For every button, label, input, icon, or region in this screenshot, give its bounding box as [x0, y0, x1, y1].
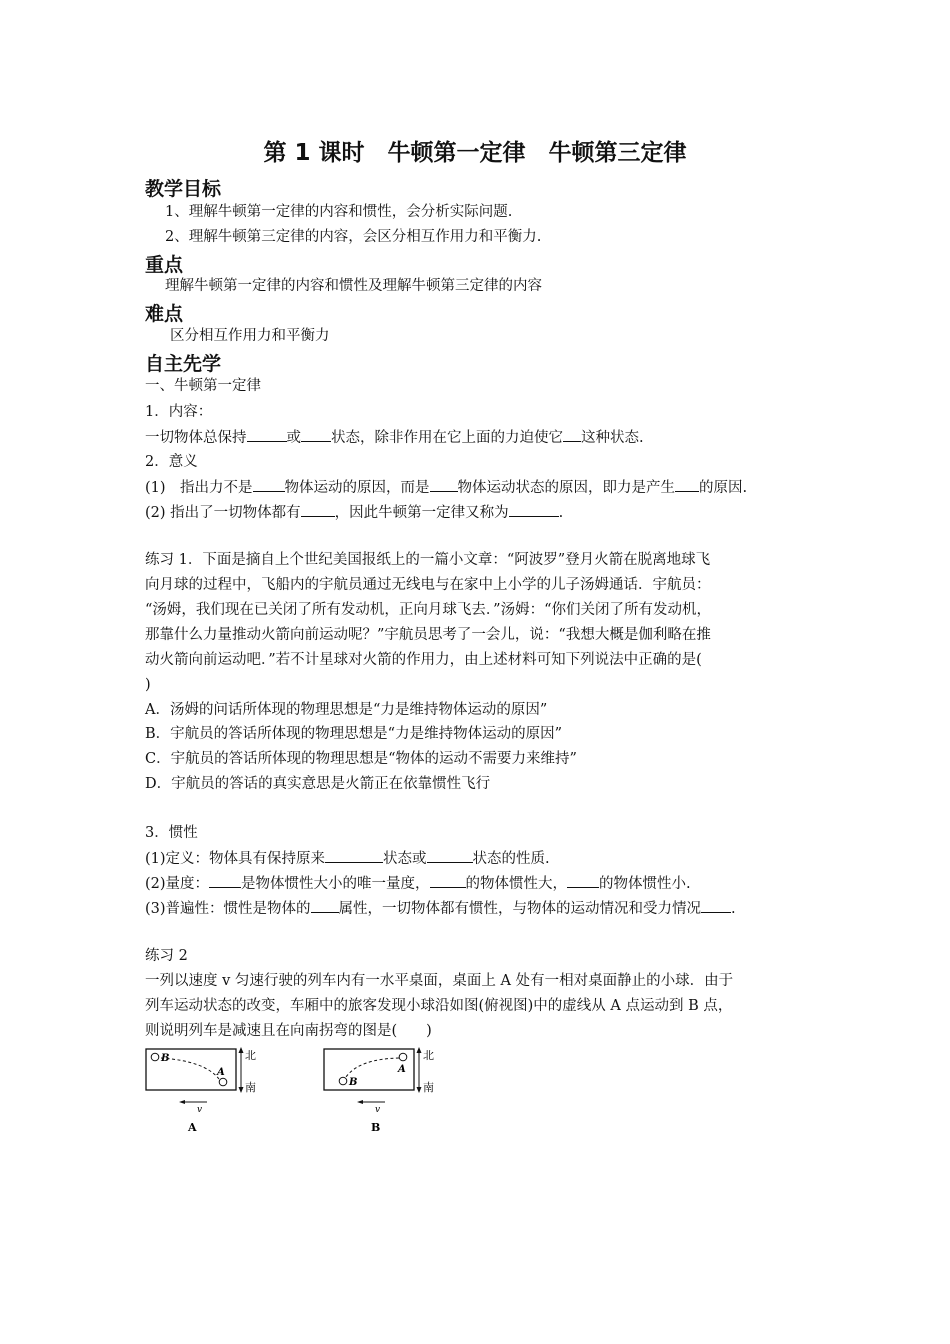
option-d[interactable]: D．宇航员的答话的真实意思是火箭正在依靠惯性飞行 [145, 776, 491, 792]
north-label: 北 [423, 1049, 434, 1062]
figure-caption: B [371, 1121, 381, 1134]
meaning-line-2: (2) 指出了一切物体都有 ，因此牛顿第一定律又称为 . [145, 502, 563, 523]
exercise2-line: 则说明列车是减速且在向南拐弯的图是( ) [145, 1023, 432, 1039]
option-c[interactable]: C．宇航员的答话所体现的物理思想是“物体的运动不需要力来维持” [145, 751, 577, 767]
inertia-universal: (3)普遍性：惯性是物体的 属性，一切物体都有惯性，与物体的运动情况和受力情况 . [145, 898, 736, 919]
exercise2-line: 一列以速度 v 匀速行驶的列车内有一水平桌面，桌面上 A 处有一相对桌面静止的小球．由于 [145, 973, 734, 989]
point-b-label: B [161, 1053, 170, 1064]
page-title: 第 1 课时 牛顿第一定律 牛顿第三定律 [263, 140, 687, 166]
inertia-measure: (2)量度： 是物体惯性大小的唯一量度， 的物体惯性大， 的物体惯性小. [145, 873, 691, 894]
exercise1-line: 练习 1．下面是摘自上个世纪美国报纸上的一篇小文章：“阿波罗”登月火箭在脱离地球飞 [145, 552, 711, 568]
figure-option-b[interactable] [323, 1045, 443, 1139]
fill-blank[interactable] [567, 873, 599, 888]
fill-blank[interactable] [430, 873, 466, 888]
exercise2-line: 列车运动状态的改变，车厢中的旅客发现小球沿如图(俯视图)中的虚线从 A 点运动到 B 点， [145, 998, 733, 1014]
fill-blank[interactable] [701, 898, 731, 913]
objective-1: 1、理解牛顿第一定律的内容和惯性，会分析实际问题. [165, 204, 513, 220]
heading-difficult: 难点 [145, 303, 184, 325]
figure-caption: A [188, 1121, 197, 1134]
exercise2-label: 练习 2 [145, 948, 188, 964]
fill-blank[interactable] [675, 477, 699, 492]
heading-objectives: 教学目标 [145, 178, 222, 200]
fill-blank[interactable] [247, 427, 287, 442]
fill-blank[interactable] [427, 848, 473, 863]
fill-blank[interactable] [311, 898, 339, 913]
fill-blank[interactable] [301, 427, 331, 442]
content-line: 一切物体总保持 或 状态，除非作用在它上面的力迫使它 这种状态. [145, 427, 644, 448]
option-a[interactable]: A．汤姆的问话所体现的物理思想是“力是维持物体运动的原因” [145, 702, 548, 718]
figure-option-a[interactable] [145, 1045, 265, 1139]
exercise1-line: 那靠什么力量推动火箭向前运动呢？”宇航员思考了一会儿，说：“我想大概是伽利略在推 [145, 627, 711, 643]
fill-blank[interactable] [430, 477, 458, 492]
inertia-label: 3．惯性 [145, 825, 198, 841]
heading-key: 重点 [145, 254, 184, 276]
point-a-label: A [217, 1067, 225, 1078]
objective-2: 2、理解牛顿第三定律的内容，会区分相互作用力和平衡力. [165, 229, 542, 245]
difficult-text: 区分相互作用力和平衡力 [170, 328, 330, 344]
exercise1-line: 向月球的过程中，飞船内的宇航员通过无线电与在家中上小学的儿子汤姆通话．宇航员： [145, 577, 711, 593]
meaning-label: 2．意义 [145, 454, 198, 470]
south-label: 南 [245, 1081, 256, 1094]
point-a-label: A [398, 1064, 406, 1075]
exercise1-line: “汤姆，我们现在已关闭了所有发动机，正向月球飞去．”汤姆：“你们关闭了所有发动机， [145, 602, 711, 618]
velocity-label: v [375, 1105, 381, 1115]
fill-blank[interactable] [209, 873, 241, 888]
exercise1-line: 动火箭向前运动吧．”若不计星球对火箭的作用力，由上述材料可知下列说法中正确的是( [145, 652, 702, 668]
meaning-line-1: (1) 指出力不是 物体运动的原因，而是 物体运动状态的原因，即力是产生 的原因. [145, 477, 747, 498]
fill-blank[interactable] [253, 477, 285, 492]
exercise1-line: ) [145, 677, 151, 693]
content-label: 1．内容： [145, 404, 213, 420]
north-label: 北 [245, 1049, 256, 1062]
key-text: 理解牛顿第一定律的内容和惯性及理解牛顿第三定律的内容 [165, 278, 542, 294]
inertia-definition: (1)定义：物体具有保持原来 状态或 状态的性质. [145, 848, 550, 869]
fill-blank[interactable] [301, 502, 335, 517]
fill-blank[interactable] [563, 427, 581, 442]
option-b[interactable]: B．宇航员的答话所体现的物理思想是“力是维持物体运动的原因” [145, 726, 562, 742]
fill-blank[interactable] [325, 848, 383, 863]
velocity-label: v [197, 1105, 203, 1115]
heading-self-study: 自主先学 [145, 353, 222, 375]
south-label: 南 [423, 1081, 434, 1094]
point-b-label: B [349, 1077, 358, 1088]
section1-title: 一、牛顿第一定律 [145, 378, 261, 394]
fill-blank[interactable] [509, 502, 559, 517]
